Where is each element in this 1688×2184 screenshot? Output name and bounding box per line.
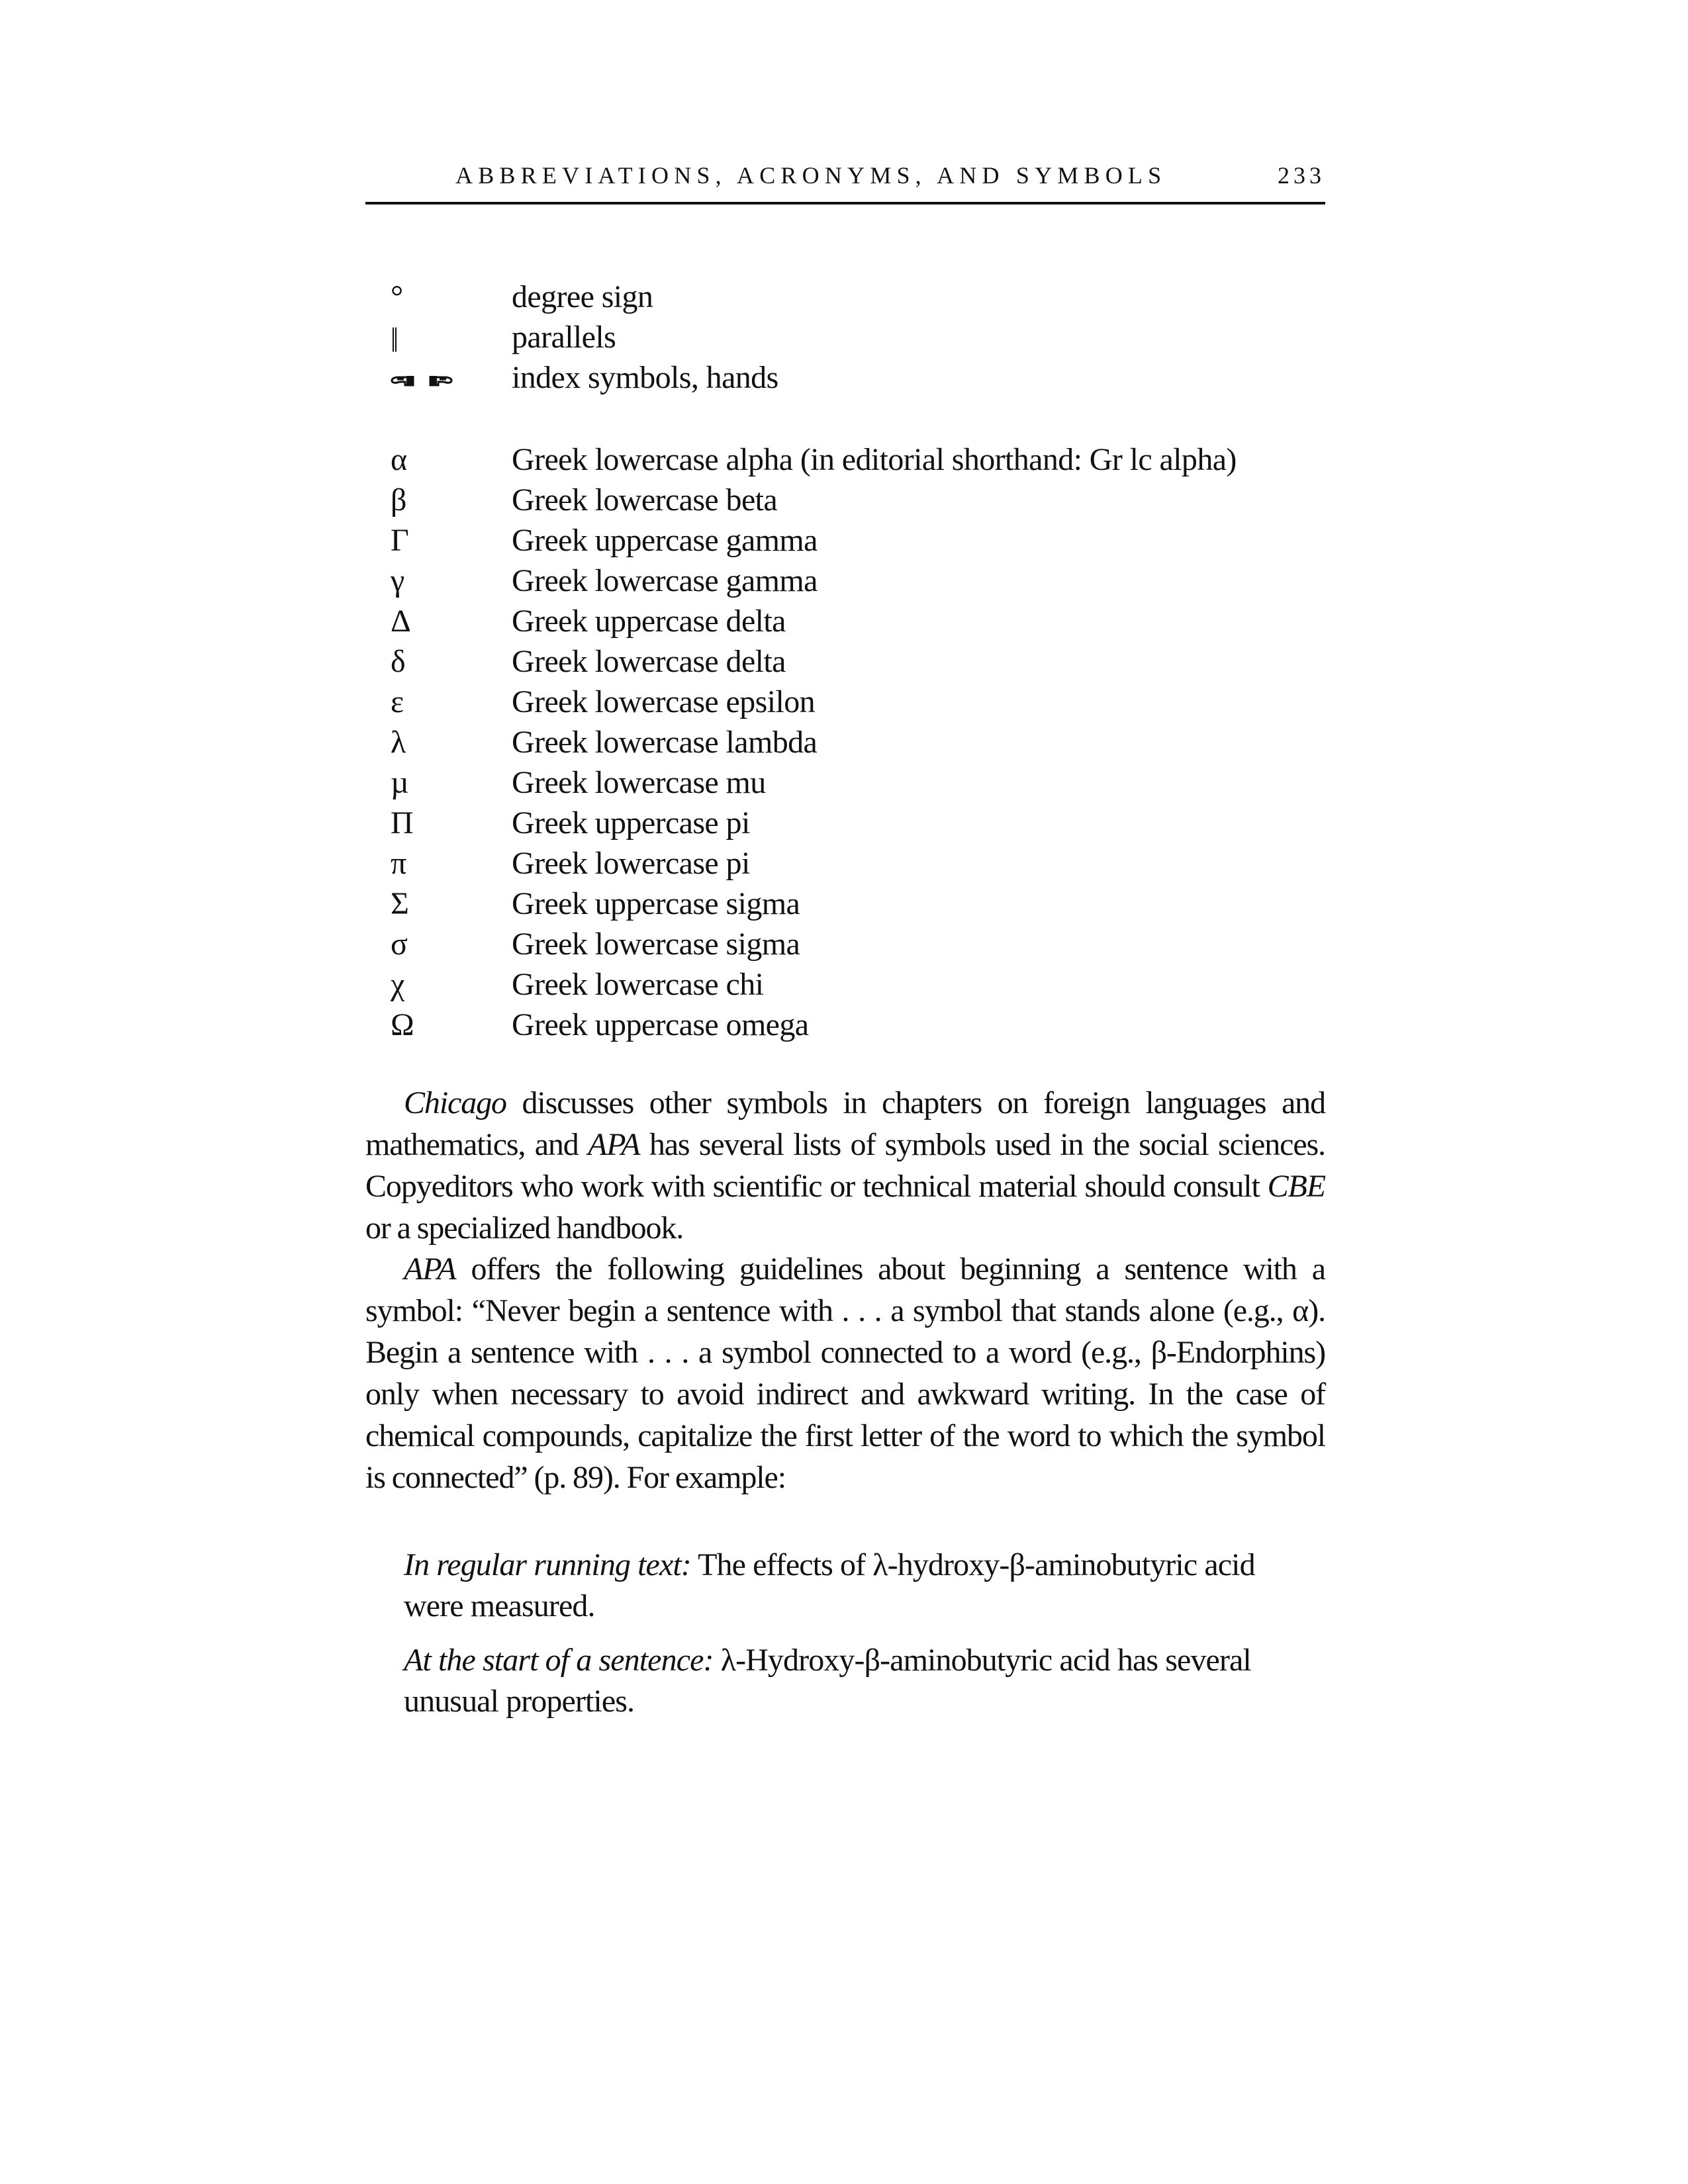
symbol-description: index symbols, hands [512, 360, 778, 395]
parallels-symbol: || [391, 322, 397, 352]
symbol-row [391, 722, 1331, 762]
symbol-description: degree sign [512, 279, 653, 314]
pointing-hand-left-icon [391, 373, 414, 388]
symbol-row [391, 884, 1331, 924]
greek-symbol: χ [391, 967, 405, 1002]
symbol-description: Greek lowercase pi [512, 846, 750, 881]
greek-symbol: λ [391, 725, 406, 760]
symbol-row [391, 1005, 1331, 1045]
greek-symbol: δ [391, 644, 406, 679]
example-label: At the start of a sentence: [404, 1643, 714, 1678]
greek-symbol: Π [391, 805, 414, 841]
paragraph [365, 1082, 1325, 1249]
symbol-description: Greek lowercase chi [512, 967, 764, 1002]
symbol-description: Greek lowercase mu [512, 765, 766, 800]
italic-term: Chicago [404, 1085, 506, 1120]
symbol-description: Greek uppercase sigma [512, 886, 800, 921]
paragraph-text: or a specialized handbook. [365, 1210, 684, 1246]
symbol-description: Greek uppercase delta [512, 604, 786, 639]
italic-term: CBE [1267, 1169, 1325, 1204]
symbol-row [391, 843, 1331, 884]
index-hands-symbols [391, 357, 490, 398]
header-rule [365, 202, 1325, 205]
greek-symbol: π [391, 846, 407, 881]
greek-symbol: α [391, 442, 408, 477]
greek-symbol: Ω [391, 1007, 414, 1042]
symbol-row [391, 682, 1331, 722]
greek-symbol: β [391, 482, 407, 518]
running-head-title: ABBREVIATIONS, ACRONYMS, AND SYMBOLS [455, 162, 1167, 189]
symbol-description: Greek lowercase alpha (in editorial shorthand: Gr lc alpha) [512, 442, 1237, 477]
symbol-description: Greek lowercase lambda [512, 725, 818, 760]
greek-symbol: Σ [391, 886, 409, 921]
greek-symbol: σ [391, 927, 408, 962]
symbol-row [391, 480, 1331, 520]
paragraph-text: has several lists of symbols used in the social sciences. Copyeditors who work with scientific or technical material should consult [365, 1127, 1325, 1204]
italic-term: APA [588, 1127, 640, 1162]
symbol-description: parallels [512, 320, 616, 355]
symbol-description: Greek lowercase epsilon [512, 684, 815, 719]
example [404, 1640, 1317, 1722]
symbol-row [391, 964, 1331, 1005]
symbol-description: Greek uppercase pi [512, 805, 750, 841]
paragraph-other-symbols [365, 1082, 1325, 1249]
example-text: The effects of λ-hydroxy-β-aminobutyric acid were measured. [404, 1547, 1255, 1623]
italic-term: APA [404, 1251, 456, 1287]
symbol-list-greek [391, 439, 1331, 1045]
running-head [365, 156, 1325, 196]
symbol-description: Greek lowercase gamma [512, 563, 818, 598]
symbol-row [391, 357, 1331, 398]
paragraph-apa-guidelines [365, 1248, 1325, 1498]
symbol-row [391, 924, 1331, 964]
symbol-row [391, 317, 1331, 357]
symbol-row [391, 601, 1331, 641]
greek-symbol: Γ [391, 523, 409, 558]
paragraph [365, 1248, 1325, 1498]
example-text: λ-Hydroxy-β-aminobutyric acid has several unusual properties. [404, 1643, 1251, 1719]
example-label: In regular running text: [404, 1547, 691, 1582]
symbol-description: Greek lowercase delta [512, 644, 786, 679]
symbol-row [391, 520, 1331, 561]
degree-symbol: ° [391, 279, 404, 314]
paragraph-text: discusses other symbols in chapters on foreign languages and mathematics, and [365, 1085, 1325, 1162]
symbol-description: Greek uppercase gamma [512, 523, 818, 558]
greek-symbol: Δ [391, 604, 411, 639]
paragraph-text: offers the following guidelines about beginning a sentence with a symbol: “Never begin a sentence with . . . a symbol that stands alone (e.g., α). Begin a sentence with . . . a symbol connected to a word (e.g., β-Endorphins) only when necessary to avoid indirect and awkward writing. In the case of chemical compounds, capitalize the first letter of the word to which the symbol is connected” (p. 89). For example: [365, 1251, 1325, 1495]
symbol-list-misc [391, 277, 1331, 398]
symbol-row [391, 803, 1331, 843]
symbol-description: Greek lowercase sigma [512, 927, 800, 962]
symbol-description: Greek uppercase omega [512, 1007, 809, 1042]
greek-symbol: ε [391, 684, 404, 719]
pointing-hand-right-icon [429, 373, 453, 388]
greek-symbol: µ [391, 765, 409, 800]
example-sentence-start [404, 1640, 1317, 1722]
symbol-row [391, 277, 1331, 317]
symbol-row [391, 641, 1331, 682]
greek-symbol: γ [391, 563, 405, 598]
page-number: 233 [1278, 162, 1325, 189]
symbol-row [391, 762, 1331, 803]
example [404, 1545, 1317, 1627]
symbol-row [391, 439, 1331, 480]
example-running-text [404, 1545, 1317, 1627]
symbol-description: Greek lowercase beta [512, 482, 778, 518]
symbol-row [391, 561, 1331, 601]
